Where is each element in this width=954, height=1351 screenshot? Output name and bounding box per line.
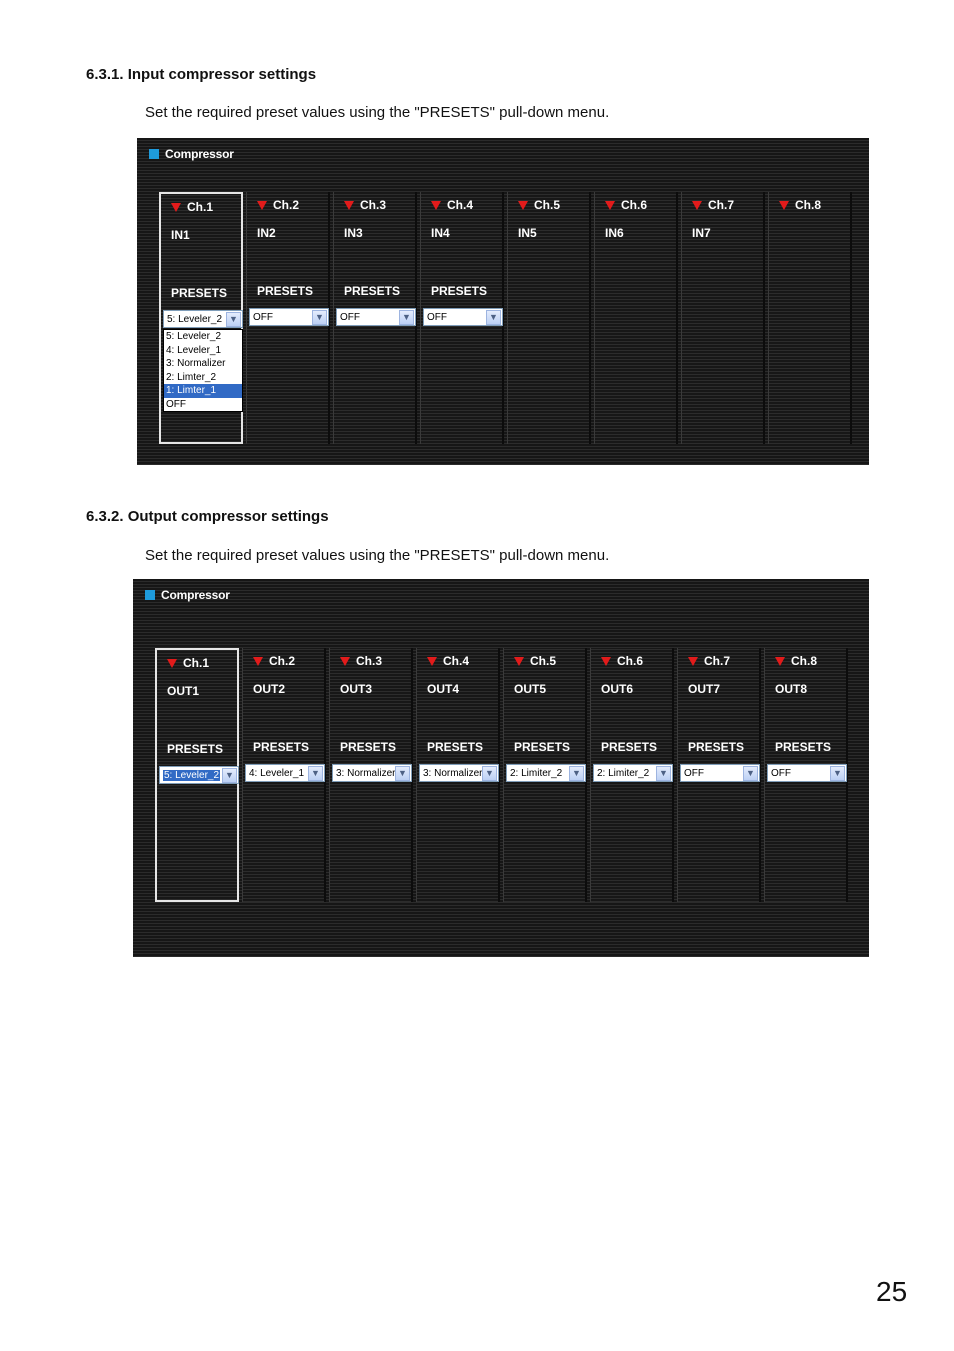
presets-select[interactable]	[419, 764, 499, 782]
chevron-down-icon[interactable]: ▼	[482, 766, 497, 781]
triangle-down-icon	[257, 201, 267, 210]
section-heading-input: 6.3.1. Input compressor settings	[86, 66, 317, 83]
port-name: IN5	[518, 226, 537, 240]
channel-label: Ch.6	[621, 198, 648, 212]
channel-strip-5[interactable]	[503, 648, 587, 902]
presets-label: PRESETS	[427, 740, 484, 754]
chevron-down-icon[interactable]: ▼	[222, 768, 237, 783]
chevron-down-icon[interactable]: ▼	[656, 766, 671, 781]
panel-title-text: Compressor	[165, 147, 234, 161]
channel-label: Ch.8	[795, 198, 822, 212]
channel-header[interactable]	[257, 198, 299, 212]
channel-header[interactable]	[171, 200, 213, 214]
channel-header[interactable]	[779, 198, 821, 212]
presets-dropdown-list[interactable]	[163, 329, 243, 412]
channel-header[interactable]	[518, 198, 560, 212]
triangle-down-icon	[514, 657, 524, 666]
channel-strip-3[interactable]	[329, 648, 413, 902]
presets-label: PRESETS	[167, 742, 224, 756]
chevron-down-icon[interactable]: ▼	[226, 312, 241, 327]
channel-strip-5[interactable]	[507, 192, 591, 444]
presets-select-value: 5: Leveler_2	[164, 769, 220, 781]
presets-select[interactable]	[423, 308, 503, 326]
input-compressor-panel	[137, 138, 869, 465]
port-name: OUT7	[688, 682, 721, 696]
dropdown-option[interactable]: 3: Normalizer	[166, 358, 226, 369]
channel-header[interactable]	[427, 654, 469, 668]
channel-label: Ch.3	[360, 198, 387, 212]
channel-header[interactable]	[514, 654, 556, 668]
chevron-down-icon[interactable]: ▼	[399, 310, 414, 325]
channel-header[interactable]	[431, 198, 473, 212]
channel-strip-1[interactable]	[159, 192, 243, 444]
chevron-down-icon[interactable]: ▼	[312, 310, 327, 325]
port-name: OUT2	[253, 682, 286, 696]
channel-strip-2[interactable]	[246, 192, 330, 444]
channel-label: Ch.1	[183, 656, 210, 670]
channel-header[interactable]	[688, 654, 730, 668]
port-name: IN3	[344, 226, 363, 240]
presets-select-value: OFF	[340, 311, 360, 323]
dropdown-option[interactable]: OFF	[166, 398, 186, 410]
channel-strip-2[interactable]	[242, 648, 326, 902]
channel-label: Ch.4	[443, 654, 470, 668]
presets-select[interactable]	[159, 766, 239, 784]
section-heading-output: 6.3.2. Output compressor settings	[86, 508, 329, 525]
presets-select-value: 5: Leveler_2	[167, 313, 223, 325]
triangle-down-icon	[518, 201, 528, 210]
channel-strip-4[interactable]	[416, 648, 500, 902]
port-name: OUT8	[775, 682, 808, 696]
presets-select[interactable]	[249, 308, 329, 326]
presets-select-value: OFF	[771, 767, 791, 779]
chevron-down-icon[interactable]: ▼	[308, 766, 323, 781]
channel-label: Ch.5	[530, 654, 557, 668]
presets-select[interactable]	[593, 764, 673, 782]
panel-square-icon	[149, 149, 159, 159]
port-name: IN1	[171, 228, 190, 242]
channel-strip-7[interactable]	[681, 192, 765, 444]
channel-strip-4[interactable]	[420, 192, 504, 444]
presets-select[interactable]	[163, 310, 243, 328]
presets-select[interactable]	[506, 764, 586, 782]
channel-strip-1[interactable]	[155, 648, 239, 902]
channel-header[interactable]	[340, 654, 382, 668]
channel-header[interactable]	[692, 198, 734, 212]
dropdown-option[interactable]: 2: Limter_2	[166, 371, 217, 383]
channel-strip-6[interactable]	[590, 648, 674, 902]
port-name: IN4	[431, 226, 450, 240]
channel-label: Ch.4	[447, 198, 474, 212]
panel-title-text: Compressor	[161, 588, 230, 602]
triangle-down-icon	[167, 659, 177, 668]
dropdown-option[interactable]: 1: Limter_1	[164, 384, 242, 398]
channel-strip-7[interactable]	[677, 648, 761, 902]
port-name: IN6	[605, 226, 624, 240]
presets-label: PRESETS	[171, 286, 228, 300]
channel-label: Ch.1	[187, 200, 214, 214]
presets-label: PRESETS	[340, 740, 397, 754]
port-name: OUT5	[514, 682, 547, 696]
presets-select[interactable]	[336, 308, 416, 326]
presets-label: PRESETS	[253, 740, 310, 754]
panel-title	[145, 588, 230, 602]
port-name: OUT4	[427, 682, 460, 696]
page-number: 25	[876, 1276, 908, 1307]
presets-select-value: OFF	[684, 767, 704, 779]
triangle-down-icon	[344, 201, 354, 210]
triangle-down-icon	[605, 201, 615, 210]
triangle-down-icon	[779, 201, 789, 210]
instruction-text-output: Set the required preset values using the "PRESETS" pull-down menu.	[145, 547, 610, 564]
channel-label: Ch.2	[269, 654, 296, 668]
chevron-down-icon[interactable]: ▼	[395, 766, 410, 781]
presets-select[interactable]	[767, 764, 847, 782]
triangle-down-icon	[688, 657, 698, 666]
triangle-down-icon	[171, 203, 181, 212]
channel-label: Ch.7	[704, 654, 731, 668]
presets-select-value: 3: Normalizer	[336, 767, 395, 779]
channel-strip-8[interactable]	[764, 648, 848, 902]
chevron-down-icon[interactable]: ▼	[743, 766, 758, 781]
panel-square-icon	[145, 590, 155, 600]
instruction-text-input: Set the required preset values using the "PRESETS" pull-down menu.	[145, 104, 610, 121]
presets-label: PRESETS	[514, 740, 571, 754]
channel-label: Ch.7	[708, 198, 735, 212]
channel-label: Ch.6	[617, 654, 644, 668]
triangle-down-icon	[692, 201, 702, 210]
channel-label: Ch.8	[791, 654, 818, 668]
triangle-down-icon	[775, 657, 785, 666]
channel-label: Ch.2	[273, 198, 300, 212]
channel-strip-6[interactable]	[594, 192, 678, 444]
presets-label: PRESETS	[344, 284, 401, 298]
dropdown-option[interactable]: 4: Leveler_1	[166, 344, 222, 356]
presets-select-value: 2: Limiter_2	[597, 767, 650, 779]
output-compressor-panel	[133, 579, 869, 957]
channel-header[interactable]	[253, 654, 295, 668]
presets-select[interactable]	[680, 764, 760, 782]
presets-label: PRESETS	[601, 740, 658, 754]
port-name: OUT1	[167, 684, 200, 698]
presets-select-value: 4: Leveler_1	[249, 767, 305, 779]
channel-header[interactable]	[775, 654, 817, 668]
triangle-down-icon	[253, 657, 263, 666]
presets-select[interactable]	[332, 764, 412, 782]
channel-header[interactable]	[167, 656, 209, 670]
port-name: OUT6	[601, 682, 634, 696]
channel-label: Ch.3	[356, 654, 383, 668]
channel-header[interactable]	[605, 198, 647, 212]
presets-select-value: 3: Normalizer	[423, 767, 482, 779]
presets-select-value: OFF	[253, 311, 273, 323]
panel-title	[149, 147, 234, 161]
presets-select-value: OFF	[427, 311, 447, 323]
channel-strip-3[interactable]	[333, 192, 417, 444]
presets-select-value: 2: Limiter_2	[510, 767, 563, 779]
channel-strip-8[interactable]	[768, 192, 852, 444]
presets-label: PRESETS	[688, 740, 745, 754]
triangle-down-icon	[431, 201, 441, 210]
port-name: IN2	[257, 226, 276, 240]
triangle-down-icon	[601, 657, 611, 666]
triangle-down-icon	[340, 657, 350, 666]
dropdown-option[interactable]: 5: Leveler_2	[166, 331, 222, 342]
channel-header[interactable]	[344, 198, 386, 212]
presets-label: PRESETS	[257, 284, 314, 298]
triangle-down-icon	[427, 657, 437, 666]
port-name: IN7	[692, 226, 711, 240]
presets-label: PRESETS	[431, 284, 488, 298]
chevron-down-icon[interactable]: ▼	[830, 766, 845, 781]
chevron-down-icon[interactable]: ▼	[569, 766, 584, 781]
channel-label: Ch.5	[534, 198, 561, 212]
port-name: OUT3	[340, 682, 373, 696]
presets-label: PRESETS	[775, 740, 832, 754]
channel-header[interactable]	[601, 654, 643, 668]
presets-select[interactable]	[245, 764, 325, 782]
chevron-down-icon[interactable]: ▼	[486, 310, 501, 325]
